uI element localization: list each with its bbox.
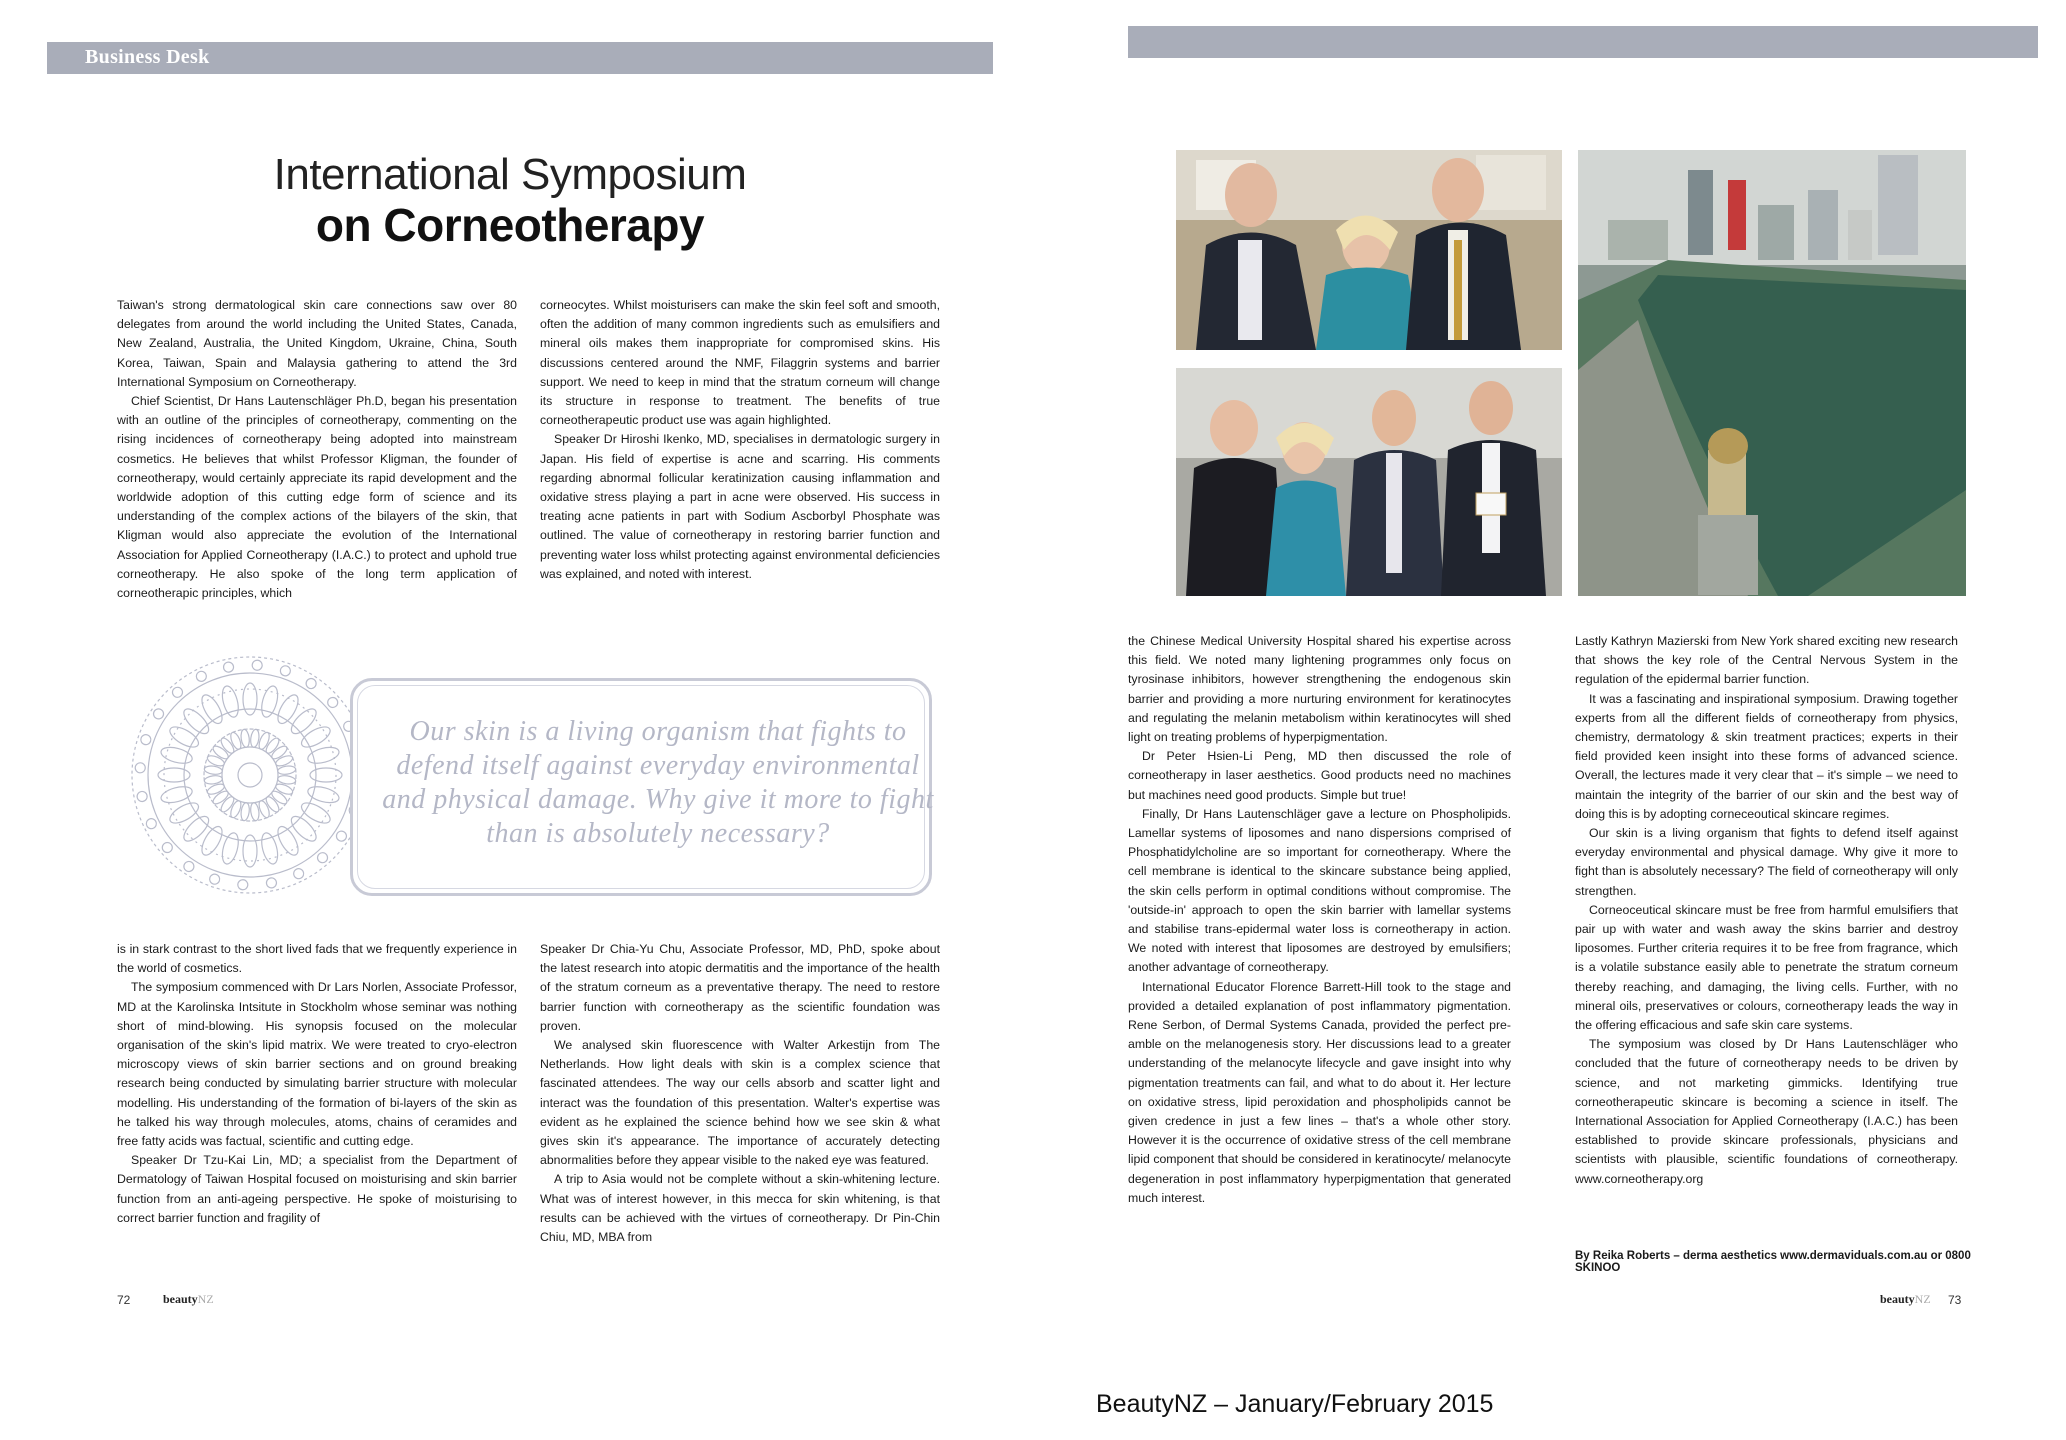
- paragraph: Finally, Dr Hans Lautenschläger gave a lecture on Phospholipids. Lamellar systems of liposomes and nano dispersions comprised of Phosphatidylcholine are so important for corneotherapy. Where the cell membrane is identical to the skincare substance being applied, the skin cells perform in optimal conditions without compromise. The 'outside-in' approach to open the skin barrier with lamellar systems and stabilise trans-epidermal water loss is corneotherapy in action. We noted with interest that liposomes are destroyed by emulsifiers; another advantage of corneotherapy.: [1128, 806, 1511, 975]
- page-number: 72: [117, 1293, 131, 1307]
- text-column-5: [1128, 632, 1511, 1208]
- article-title-line-1: International Symposium: [273, 150, 747, 199]
- group-photo-four-people: [1176, 368, 1562, 596]
- text-column-2: [540, 296, 940, 584]
- text-column-1: [117, 296, 517, 603]
- paragraph: corneocytes. Whilst moisturisers can make the skin feel soft and smooth, often the addition of many common ingredients such as emulsifiers and mineral oils makes them inappropriate for compromised skins. His discussions centered around the NMF, Filaggrin systems and barrier support. We need to keep in mind that the stratum corneum will change its structure in response to treatment. The benefits of true corneotherapeutic product use was again highlighted.: [540, 298, 940, 428]
- issue-caption: BeautyNZ – January/February 2015: [1096, 1390, 1494, 1418]
- river-city-aerial-photo: [1578, 150, 1966, 596]
- paragraph: is in stark contrast to the short lived fads that we frequently experience in the world of cosmetics.: [117, 942, 517, 976]
- left-page: [0, 0, 1020, 1330]
- paragraph: A trip to Asia would not be complete without a skin-whitening lecture. What was of interest however, in this mecca for skin whitening, is that results can be achieved with the virtues of corneotherapy. Dr Pin-Chin Chiu, MD, MBA from: [540, 1172, 940, 1245]
- page-number: 73: [1948, 1293, 1962, 1307]
- author-byline: By Reika Roberts – derma aesthetics www.dermaviduals.com.au or 0800 SKINOO: [1575, 1250, 1971, 1274]
- article-title-line-2: on Corneotherapy: [315, 199, 705, 251]
- section-label: Business Desk: [85, 46, 210, 68]
- paragraph: Speaker Dr Chia-Yu Chu, Associate Professor, MD, PhD, spoke about the latest research into atopic dermatitis and the importance of the health of the stratum corneum as a preventative therapy. The need to restore barrier function with corneotherapy as the scientific foundation was proven.: [540, 942, 940, 1033]
- paragraph: Corneoceutical skincare must be free from harmful emulsifiers that pair up with water and wash away the skins barrier and destroy liposomes. Further criteria requires it to be free from fragrance, which is a volatile substance easily able to penetrate the stratum corneum thereby reaching, and damaging, the living cells. Further, with no mineral oils, preservatives or colours, corneotherapy leads the way in the offering efficacious and safe skin care systems.: [1575, 902, 1958, 1033]
- paragraph: International Educator Florence Barrett-Hill took to the stage and provided a detailed explanation of post inflammatory pigmentation. Rene Serbon, of Dermal Systems Canada, provided the perfect pre-amble on the melanogenesis story. Her discussions lead to a greater understanding of the melanocyte lifecycle and gave insight into why pigmentation treatments can fail, and what to do about it. Her lecture on oxidative stress, lipid peroxidation and phospholipids cannot be given credence in just a few lines – that's a whole other story. However it is the occurrence of oxidative stress of the cell membrane lipid component that should be considered in keratinocyte/ melanocyte degeneration in post inflammatory hyperpigmentation that generated much interest.: [1128, 979, 1511, 1205]
- paragraph: Chief Scientist, Dr Hans Lautenschläger Ph.D, began his presentation with an outline of the principles of corneotherapy, commenting on the rising incidences of corneotherapy being adopted into mainstream cosmetics. He believes that whilst Professor Kligman, the founder of corneotherapy, would certainly appreciate its rapid development and the worldwide adoption of this cutting edge form of science and its understanding of the complex actions of the bilayers of the skin, that Kligman would also appreciate the evolution of the International Association for Applied Corneotherapy (I.A.C.) to protect and uphold true corneotherapy. He also spoke of the long term application of corneotherapic principles, which: [117, 394, 517, 601]
- magazine-brand: beautyNZ: [163, 1292, 214, 1306]
- paragraph: It was a fascinating and inspirational symposium. Drawing together experts from all the different fields of corneotherapy from physics, chemistry, dermatology & skin treatment practices; experts in their field provided keen insight into these forms of advanced science. Overall, the lectures made it very clear that – it's simple – we need to maintain the integrity of the barrier of our skin and the best way of doing this is by adopting corneceoutical skincare regimes.: [1575, 691, 1958, 821]
- paragraph: Speaker Dr Tzu-Kai Lin, MD; a specialist from the Department of Dermatology of Taiwan Hospital focused on moisturising and skin barrier function from an anti-ageing perspective. He spoke of moisturising to correct barrier function and fragility of: [117, 1153, 517, 1225]
- paragraph: The symposium commenced with Dr Lars Norlen, Associate Professor, MD at the Karolinska Intsitute in Stockholm whose seminar was nothing short of mind-blowing. His synopsis focused on the molecular organisation of the skin's lipid matrix. We were treated to cryo-electron microscopy views of skin barrier sections and on ground breaking research being conducted by simulating barrier structure with molecular modelling. His understanding of the formation of bi-layers of the skin as he talked his way through molecules, atoms, chains of ceramides and free fatty acids was factual, scientific and cutting edge.: [117, 980, 517, 1149]
- paragraph: We analysed skin fluorescence with Walter Arkestijn from The Netherlands. How light deals with skin is a complex science that fascinated attendees. The way our cells absorb and scatter light and interact was the foundation of this presentation. Walter's expertise was evident as he explained the science behind how we see skin & what gives skin it's appearance. The importance of accurately detecting abnormalities before they appear visible to the naked eye was featured.: [540, 1038, 940, 1168]
- right-page: [1110, 0, 2066, 1330]
- paragraph: Lastly Kathryn Mazierski from New York shared exciting new research that shows the key role of the Central Nervous System in the regulation of the epidermal barrier function.: [1575, 634, 1958, 687]
- magazine-brand: beautyNZ: [1880, 1292, 1931, 1306]
- paragraph: The symposium was closed by Dr Hans Lautenschläger who concluded that the future of corneotherapy needs to be driven by science, and not marketing gimmicks. Identifying true corneotherapeutic skincare is becoming a science in itself. The International Association for Applied Corneotherapy (I.A.C.) has been established to provide skincare professionals, physicians and scientists with plausible, scientific foundations of corneotherapy. www.corneotherapy.org: [1575, 1037, 1958, 1186]
- text-column-6: [1575, 632, 1958, 1189]
- paragraph: Taiwan's strong dermatological skin care connections saw over 80 delegates from around the world including the United States, Canada, New Zealand, Australia, the United Kingdom, Ukraine, China, South Korea, Taiwan, Spain and Malaysia gathering to attend the 3rd International Symposium on Corneotherapy.: [117, 298, 517, 389]
- header-bar: [1128, 26, 2038, 58]
- text-column-4: [540, 940, 940, 1247]
- paragraph: Speaker Dr Hiroshi Ikenko, MD, specialises in dermatologic surgery in Japan. His field of expertise is acne and scarring. His comments regarding abnormal follicular keratinization causing inflammation and oxidative stress playing a part in acne were observed. His success in treating acne patients in part with Sodium Ascborbyl Phosphate was outlined. The value of corneotherapy in restoring barrier function and preventing water loss whilst protecting against environmental deficiencies was explained, and noted with interest.: [540, 432, 940, 581]
- pull-quote: [110, 645, 940, 905]
- pull-quote-text: Our skin is a living organism that fights to defend itself against everyday environmental and physical damage. Why give it more to fight than is absolutely necessary?: [382, 716, 934, 849]
- paragraph: the Chinese Medical University Hospital shared his expertise across this field. We noted many lightening programmes only focus on tyrosinase inhibitors, however strengthening the endogenous skin barrier and providing a more nurturing environment for keratinocytes and regulating the melanin metabolism within keratinocytes will shed light on treating problems of hyperpigmentation.: [1128, 634, 1511, 745]
- text-column-3: [117, 940, 517, 1228]
- group-photo-three-people: [1176, 150, 1562, 350]
- paragraph: Dr Peter Hsien-Li Peng, MD then discussed the role of corneotherapy in laser aesthetics. Good products need no machines but machines need good products. Simple but true!: [1128, 749, 1511, 802]
- paragraph: Our skin is a living organism that fights to defend itself against everyday environmental and physical damage. Why give it more to fight than is absolutely necessary? The field of corneotherapy will only strengthen.: [1575, 826, 1958, 898]
